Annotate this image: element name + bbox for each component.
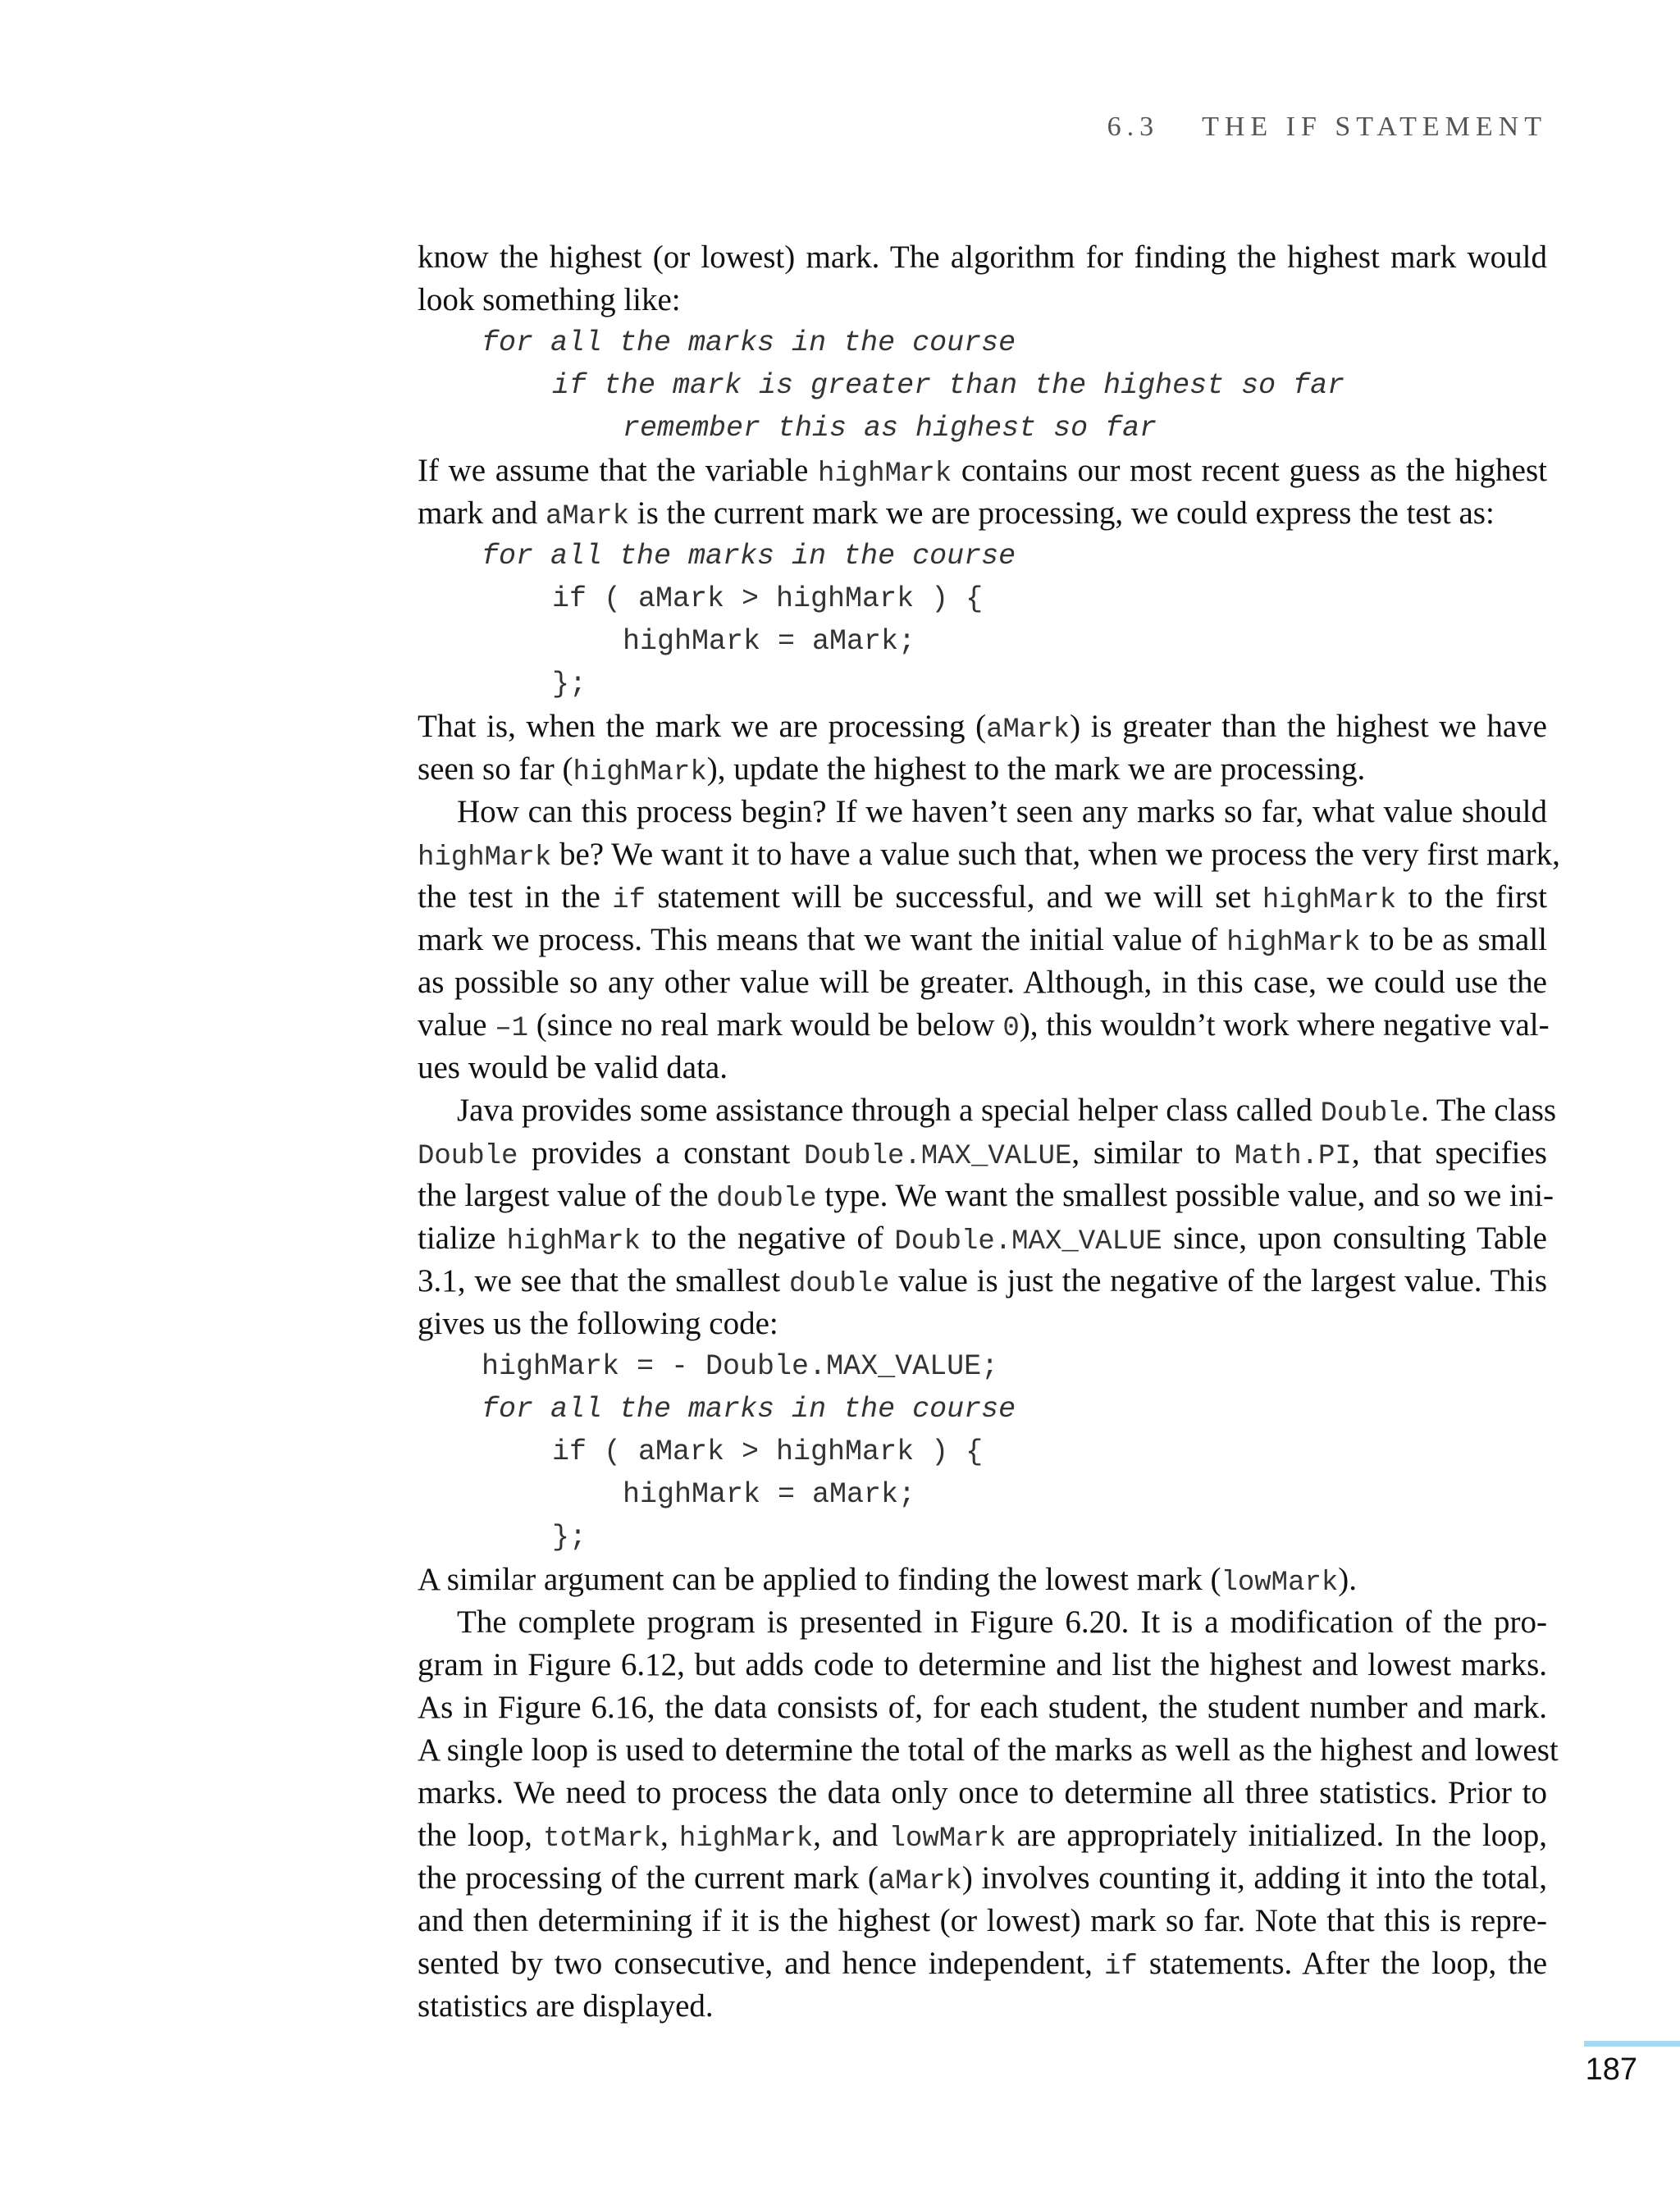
text-run: ), update the highest to the mark we are processing. bbox=[706, 751, 1366, 787]
text-run: the loop, bbox=[418, 1818, 544, 1853]
text-run: to the negative of bbox=[640, 1221, 895, 1256]
text-run: (since no real mark would be below bbox=[528, 1007, 1003, 1043]
inline-code: aMark bbox=[878, 1866, 962, 1897]
text-run: be? We want it to have a value such that, when we process the very first mark, bbox=[551, 837, 1560, 872]
inline-code: if bbox=[612, 885, 646, 916]
section-number: 6.3 bbox=[1107, 112, 1160, 142]
text-run: , and bbox=[813, 1818, 889, 1853]
text-run: Java provides some assistance through a special helper class called bbox=[457, 1093, 1321, 1128]
inline-code: double bbox=[789, 1269, 890, 1300]
text-line: A single loop is used to determine the total of the marks as well as the highest and lowest bbox=[418, 1732, 1559, 1768]
text-run: mark and bbox=[418, 495, 546, 531]
code-line: highMark = - Double.MAX_VALUE; bbox=[482, 1350, 999, 1383]
text-run: value is just the negative of the largest value. This bbox=[889, 1263, 1547, 1298]
code-line: for all the marks in the course bbox=[482, 1393, 1016, 1426]
inline-code: if bbox=[1104, 1951, 1138, 1983]
text-run: tialize bbox=[418, 1221, 507, 1256]
inline-code: highMark bbox=[1226, 928, 1361, 959]
text-line bbox=[418, 1942, 1547, 1985]
inline-code: lowMark bbox=[1221, 1568, 1339, 1599]
text-run: 3.1, we see that the smallest bbox=[418, 1263, 789, 1298]
text-run: the processing of the current mark ( bbox=[418, 1860, 879, 1896]
text-run: seen so far ( bbox=[418, 751, 573, 787]
text-line bbox=[418, 1004, 1550, 1047]
text-line bbox=[418, 1260, 1547, 1303]
inline-code: highMark bbox=[418, 842, 552, 874]
text-line bbox=[418, 705, 1547, 748]
text-line bbox=[418, 1559, 1547, 1601]
text-line bbox=[418, 1089, 1557, 1132]
text-line: The complete program is presented in Figure 6.20. It is a modification of the pro- bbox=[457, 1604, 1547, 1640]
text-run: ) involves counting it, adding it into the total, bbox=[961, 1860, 1547, 1896]
inline-code: highMark bbox=[678, 1823, 814, 1855]
code-line: for all the marks in the course bbox=[482, 326, 1016, 359]
text-run: is the current mark we are processing, we could express the test as: bbox=[628, 495, 1495, 531]
text-line: look something like: bbox=[418, 282, 681, 317]
inline-code: Double bbox=[1320, 1098, 1422, 1130]
text-line: As in Figure 6.16, the data consists of, for each student, the student number and mark. bbox=[418, 1690, 1547, 1725]
text-run: , that specifies bbox=[1351, 1135, 1547, 1171]
inline-code: –1 bbox=[495, 1013, 529, 1044]
text-run: That is, when the mark we are processing ( bbox=[418, 709, 987, 744]
inline-code: Double.MAX_VALUE bbox=[894, 1226, 1162, 1257]
code-line: }; bbox=[552, 1521, 587, 1554]
inline-code: highMark bbox=[573, 757, 707, 788]
inline-code: Math.PI bbox=[1235, 1141, 1352, 1172]
code-line: if ( aMark > highMark ) { bbox=[552, 582, 984, 615]
text-run: provides a constant bbox=[518, 1135, 804, 1171]
text-run: , bbox=[660, 1818, 679, 1853]
text-line: How can this process begin? If we haven’t seen any marks so far, what value should bbox=[457, 794, 1547, 829]
section-title: THE IF STATEMENT bbox=[1202, 112, 1547, 142]
text-line: marks. We need to process the data only once to determine all three statistics. Prior to bbox=[418, 1775, 1547, 1810]
text-run: ) is greater than the highest we have bbox=[1070, 709, 1547, 744]
inline-code: 0 bbox=[1002, 1013, 1020, 1044]
text-line: statistics are displayed. bbox=[418, 1988, 714, 2024]
text-line bbox=[418, 1132, 1547, 1175]
text-line bbox=[418, 748, 1547, 791]
text-run: statement will be successful, and we will set bbox=[646, 879, 1262, 915]
text-run: sented by two consecutive, and hence independent, bbox=[418, 1946, 1104, 1981]
body-text bbox=[418, 236, 1560, 2028]
text-run: If we assume that the variable bbox=[418, 453, 818, 488]
code-line: remember this as highest so far bbox=[623, 412, 1157, 445]
text-run: ), this wouldn’t work where negative val- bbox=[1019, 1007, 1550, 1043]
inline-code: totMark bbox=[543, 1823, 660, 1855]
text-run: type. We want the smallest possible value, and so we ini- bbox=[816, 1178, 1554, 1213]
code-line: }; bbox=[552, 668, 587, 701]
code-line: for all the marks in the course bbox=[482, 540, 1016, 573]
inline-code: highMark bbox=[1262, 885, 1397, 916]
code-line: highMark = aMark; bbox=[623, 1478, 916, 1511]
code-line: if the mark is greater than the highest so far bbox=[552, 369, 1345, 402]
text-line: gives us the following code: bbox=[418, 1306, 778, 1341]
inline-code: highMark bbox=[817, 459, 952, 490]
text-line: know the highest (or lowest) mark. The algorithm for finding the highest mark would bbox=[418, 240, 1547, 275]
text-run: the largest value of the bbox=[418, 1178, 717, 1213]
text-run: statements. After the loop, the bbox=[1137, 1946, 1548, 1981]
text-line bbox=[418, 1217, 1547, 1260]
text-run: the test in the bbox=[418, 879, 613, 915]
text-run: contains our most recent guess as the highest bbox=[952, 453, 1547, 488]
text-line bbox=[418, 1175, 1554, 1217]
code-line: if ( aMark > highMark ) { bbox=[552, 1435, 984, 1468]
text-line: gram in Figure 6.12, but adds code to determine and list the highest and lowest marks. bbox=[418, 1647, 1547, 1682]
text-line bbox=[418, 833, 1560, 876]
text-line: and then determining if it is the highest (or lowest) mark so far. Note that this is repre- bbox=[418, 1903, 1547, 1938]
text-line bbox=[418, 492, 1547, 535]
page-number-rule bbox=[1584, 2041, 1680, 2047]
page-number: 187 bbox=[1585, 2052, 1637, 2087]
text-line: as possible so any other value will be greater. Although, in this case, we could use the bbox=[418, 965, 1547, 1000]
text-run: ). bbox=[1338, 1562, 1358, 1597]
inline-code: double bbox=[716, 1184, 817, 1215]
text-run: to the first bbox=[1396, 879, 1547, 915]
text-run: since, upon consulting Table bbox=[1162, 1221, 1547, 1256]
text-run: . The class bbox=[1421, 1093, 1557, 1128]
inline-code: aMark bbox=[545, 501, 629, 532]
text-run: A similar argument can be applied to finding the lowest mark ( bbox=[418, 1562, 1221, 1597]
text-run: mark we process. This means that we want the initial value of bbox=[418, 922, 1227, 957]
text-run: are appropriately initialized. In the loop, bbox=[1006, 1818, 1548, 1853]
text-run: to be as small bbox=[1360, 922, 1547, 957]
inline-code: Double.MAX_VALUE bbox=[803, 1141, 1072, 1172]
inline-code: highMark bbox=[506, 1226, 641, 1257]
text-line bbox=[418, 1814, 1547, 1857]
text-line bbox=[418, 876, 1547, 919]
text-run: , similar to bbox=[1071, 1135, 1235, 1171]
text-line: ues would be valid data. bbox=[418, 1050, 728, 1085]
running-header bbox=[1107, 112, 1547, 143]
code-line: highMark = aMark; bbox=[623, 625, 916, 658]
inline-code: Double bbox=[418, 1141, 518, 1172]
text-line bbox=[418, 919, 1547, 961]
inline-code: aMark bbox=[986, 714, 1071, 746]
text-line bbox=[418, 450, 1547, 492]
text-run: value bbox=[418, 1007, 495, 1043]
inline-code: lowMark bbox=[888, 1823, 1007, 1855]
text-line bbox=[418, 1857, 1547, 1900]
